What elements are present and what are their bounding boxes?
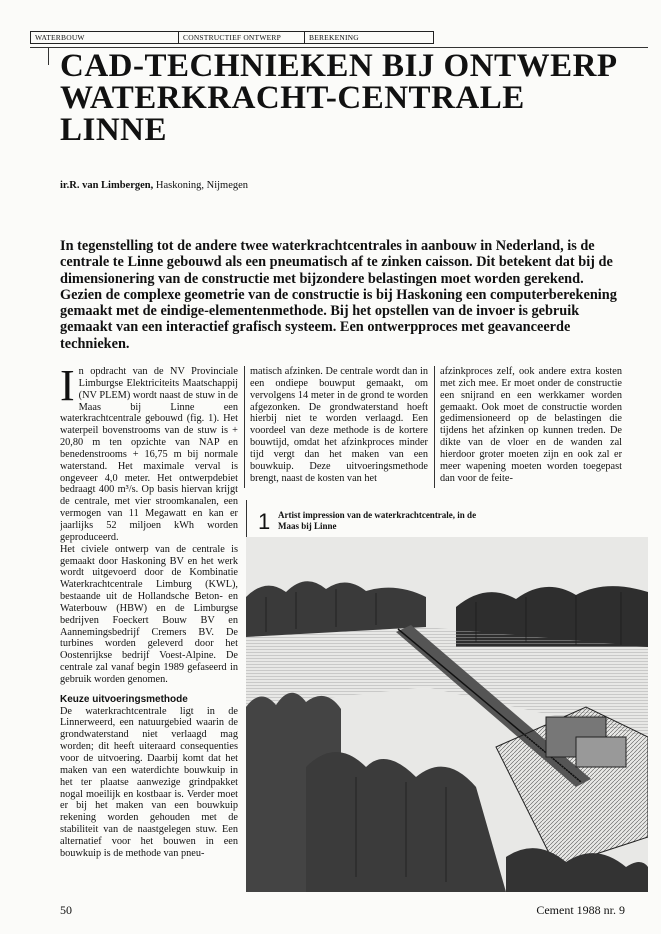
body-paragraph: Het civiele ontwerp van de centrale is gemaakt door Haskoning BV en het werk wordt uitgevoerd door de Kombinatie Waterkrachtcentrale Limburg (KWL), bestaande uit de Hollandsche Beton- en Waterbouw (HBW) en de Limburgse bedrijven Foeckert Bouw BV en Aannemingsbedrijf Cremers BV. De turbines worden geleverd door het Oostenrijkse bedrijf Voest-Alpine. De centrale zal vanaf begin 1989 gefaseerd in gebruik worden genomen. xyxy=(60,543,238,685)
page-number: 50 xyxy=(60,903,72,917)
power-station-illustration xyxy=(246,537,648,892)
drop-cap: I xyxy=(60,366,75,410)
body-column-3 xyxy=(440,366,622,486)
body-column-2 xyxy=(250,366,428,486)
lead-paragraph: In tegenstelling tot de andere twee waterkrachtcentrales in aanbouw in Nederland, is de centrale te Linne gebouwd als een pneumatisch af te zinken caisson. Dit betekent dat bij de dimensionering van de constructie met bijzondere belastingen moet worden gerekend. Gezien de complexe geometrie van de constructie is bij Haskoning een computerberekening gemaakt met de eindige-elementenmethode. Bij het opstellen van de invoer is gebruik gemaakt van een interactief grafisch systeem. Een ontwerpproces met geavanceerde technieken. xyxy=(60,238,617,352)
figure-caption-text: Artist impression van de waterkrachtcentrale, in de Maas bij Linne xyxy=(278,510,477,531)
artist-impression-figure xyxy=(246,537,648,892)
body-paragraph: matisch afzinken. De centrale wordt dan in een ondiepe bouwput gemaakt, om vervolgens 14 meter in de grond te worden afgezonken. De grondwaterstand hoeft hierbij niet te worden verlaagd. Een voordeel van deze methode is de kortere bouwtijd, omdat het afzinkproces minder tijd vergt dan het maken van een bouwkuip. Deze uitvoeringsmethode brengt, naast de kosten van het xyxy=(250,366,428,484)
figure-number: 1 xyxy=(258,509,271,534)
author-line xyxy=(60,180,248,191)
body-paragraph: De waterkrachtcentrale ligt in de Linnerweerd, een natuurgebied waarin de grondwaterstand niet verlaagd mag worden; dit heeft uiteraard consequenties voor de uitvoering. Daarbij komt dat het maken van een waterdichte bouwkuip in het ter plaatse aanwezige grindpakket nogal moeilijk en kostbaar is. Verder moet er bij het maken van een bouwkuip rekening worden gehouden met de stabiliteit van de naastgelegen stuw. Een alternatief voor het bouwen in een bouwkuip is de methode van pneu- xyxy=(60,705,238,859)
body-paragraph: afzinkproces zelf, ook andere extra kosten met zich mee. Er moet onder de constructie een snijrand en een werkkamer worden gemaakt. Ook moet de constructie worden gedimensioneerd op de belastingen die tijdens het afzinken op kunnen treden. De dikte van de vloer en de wanden zal hierdoor groter moeten zijn en ook zal er meer wapening moeten worden toegepast dan voor de feite- xyxy=(440,366,622,484)
intro-text: n opdracht van de NV Provinciale Limburgse Elektriciteits Maatschappij (NV PLEM) wordt naast de stuw in de Maas bij Linne een waterkrachtcentrale gebouwd (fig. 1). Het waterpeil bovenstrooms van de stuw is + 20,80 m ten opzichte van NAP en benedenstrooms + 16,75 m bij normale waterstand. Het maximale verval is ongeveer 4,0 meter. Het ontwerpdebiet bedraagt 400 m³/s. Op basis hiervan krijgt de centrale, met vier stroomkanalen, een vermogen van 11 Megawatt en kan er jaarlijks 52 miljoen kWh worden geproduceerd. xyxy=(60,366,238,543)
column-divider xyxy=(244,366,245,488)
author-name: ir.R. van Limbergen, xyxy=(60,180,154,191)
author-affiliation: Haskoning, Nijmegen xyxy=(155,180,249,191)
tab-waterbouw: WATERBOUW xyxy=(30,31,178,44)
figure-caption xyxy=(250,507,620,535)
journal-issue: Cement 1988 nr. 9 xyxy=(536,903,625,917)
title-rule xyxy=(48,47,49,65)
article-title: CAD-TECHNIEKEN BIJ ONTWERP WATERKRACHT-CENTRALE LINNE xyxy=(60,48,616,148)
section-tabs xyxy=(30,31,434,44)
tab-constructief-ontwerp: CONSTRUCTIEF ONTWERP xyxy=(178,31,304,44)
body-column-1 xyxy=(60,366,238,886)
intro-paragraph xyxy=(60,366,238,544)
column-divider xyxy=(434,366,435,488)
section-subheading: Keuze uitvoeringsmethode xyxy=(60,693,188,705)
tab-berekening: BEREKENING xyxy=(304,31,434,44)
